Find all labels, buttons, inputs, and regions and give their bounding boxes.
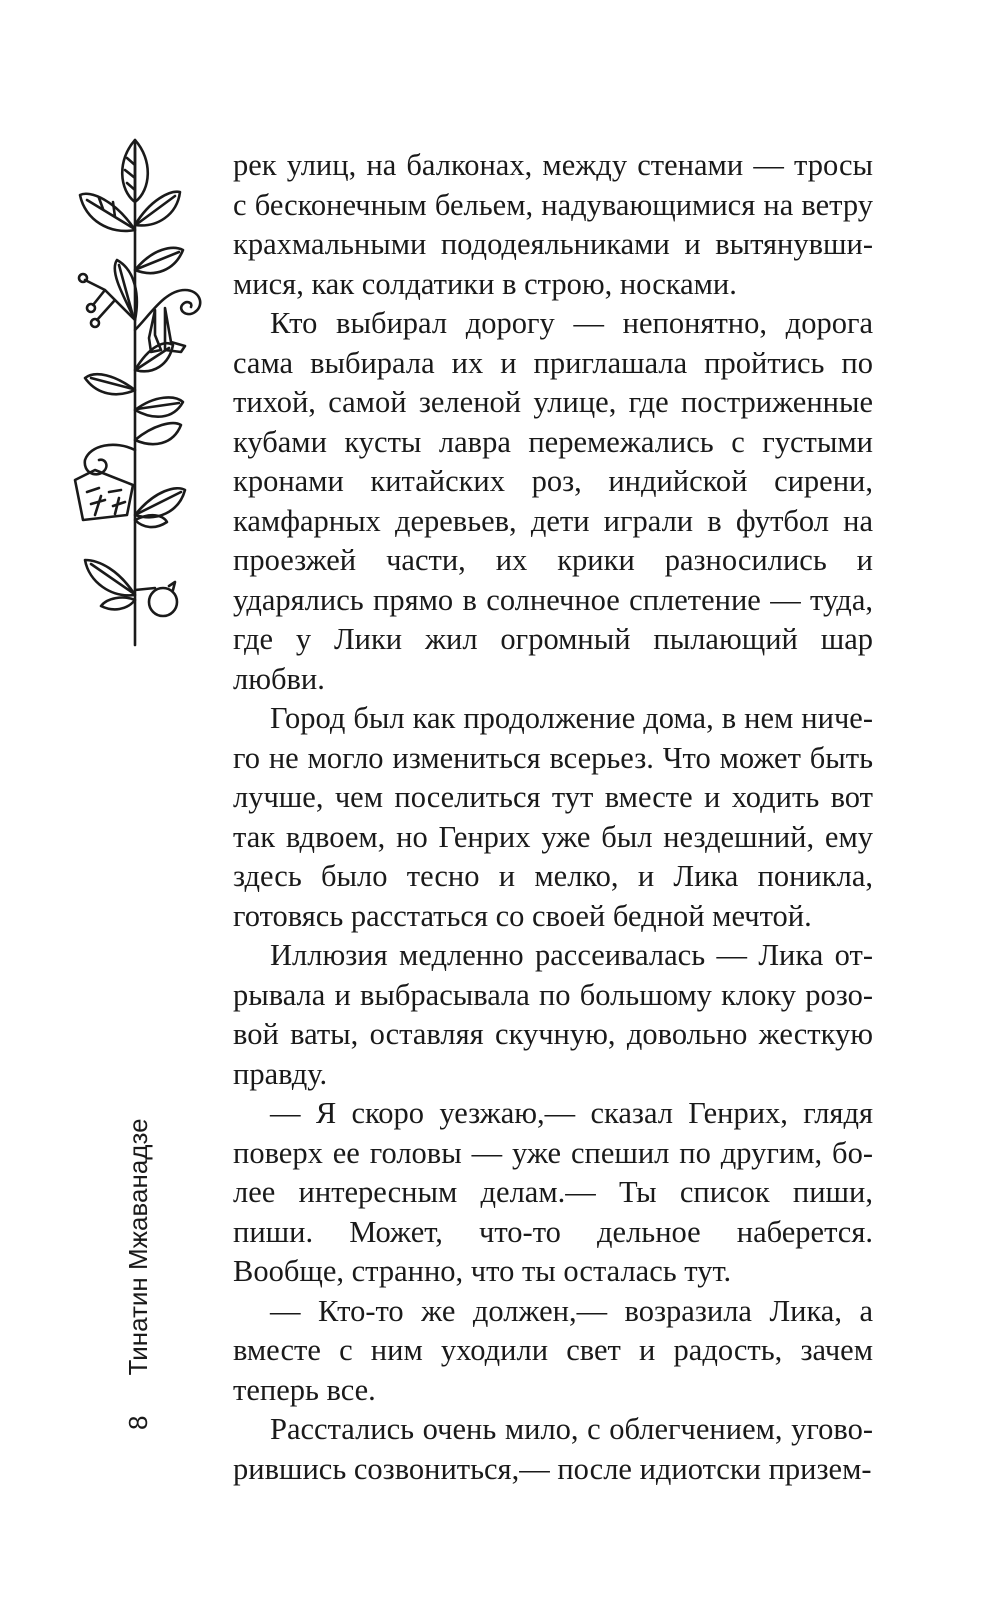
blossom bbox=[75, 470, 133, 520]
leaf-right-5 bbox=[135, 423, 181, 444]
page-number: 8 bbox=[123, 1415, 153, 1430]
body-text bbox=[233, 146, 873, 1489]
running-header bbox=[123, 1118, 154, 1430]
paragraph: Иллюзия медленно рассеивалась — Лика отрывала и выбрасывала по большому клоку розовой ваты, оставляя скучную, довольно жесткую правду. bbox=[233, 938, 873, 1091]
dangling-ornament bbox=[149, 308, 185, 352]
paragraph: — Я скоро уезжаю,— сказал Генрих, глядя поверх ее головы — уже спешил по другим, более интересным делам.— Ты список пиши, пиши. Может, что-то дельное наберется. Вообще, странно, что ты осталась тут. bbox=[233, 1096, 873, 1288]
author-name: Тинатин Мжаванадзе bbox=[123, 1118, 153, 1376]
paragraph: — Кто-то же должен,— возразила Лика, а вместе с ним уходили свет и радость, зачем теперь все. bbox=[233, 1293, 873, 1407]
leaf-left-small bbox=[101, 598, 135, 610]
paragraph: рек улиц, на балконах, между стенами — тросы с бесконечным бельем, надувающимися на ветру крахмальными пододеяльниками и вытянувшимися, как солдатики в строю, носками. bbox=[233, 148, 873, 301]
botanical-branch-illustration bbox=[55, 120, 225, 680]
round-fruit bbox=[149, 588, 177, 616]
paragraph: Расстались очень мило, с облегчением, уговорившись созвониться,— после идиотски призем- bbox=[233, 1412, 873, 1486]
paragraph: Кто выбирал дорогу — непонятно, дорога сама выбирала их и приглашала пройтись по тихой, самой зеленой улице, где постриженные кубами кусты лавра перемежались с густыми кронами китайских роз, индийской сирени, камфарных деревьев, дети играли в футбол на проезжей части, их крики разносились и ударялись прямо в солнечное сплетение — туда, где у Лики жил огромный пылающий шар любви. bbox=[233, 306, 873, 696]
fruit-stalk bbox=[135, 588, 155, 590]
paragraph: Город был как продолжение дома, в нем ничего не могло измениться всерьез. Что может быть лучше, чем поселиться тут вместе и ходить вот так вдвоем, но Генрих уже был нездешний, ему здесь было тесно и мелко, и Лика поникла, готовясь расстаться со своей бедной мечтой. bbox=[233, 701, 873, 933]
